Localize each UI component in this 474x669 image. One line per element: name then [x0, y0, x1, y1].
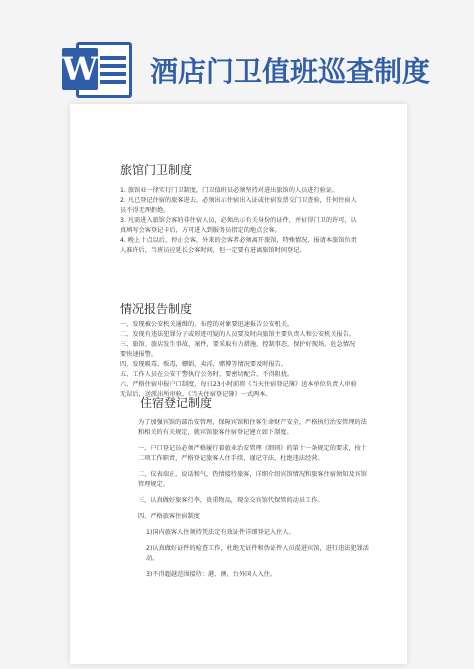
section-title-gate: 旅馆门卫制度: [120, 163, 193, 177]
paragraph: 3)不得超越范围接待：港、澳、台外国人入住。: [146, 571, 277, 578]
document-page: [70, 104, 407, 664]
document-title: 酒店门卫值班巡查制度: [150, 55, 431, 88]
paragraph: 3. 凡需进入旅馆会客的非住宿人员，必须出示有关身份的证件，并征得门卫的许可，认真填写会客登记卡后，方可进入到服务员指定的地点会客。: [120, 217, 357, 234]
section-body-registration: [138, 418, 373, 580]
doc-line: [100, 56, 126, 60]
paragraph: 一、户口登记员必须严格履行着旅业治安管理《细则》的第十一条规定的要求，按十二项工作职责，严格登记旅客人住手续，谨记守法，杜绝违法经营。: [138, 445, 367, 462]
paragraph: 六、严格住宿申报户口制度，每日23小时前将《当天住宿登记簿》送本单位负责人审验无误后，送派出所审验。《当天住宿登记簿》一式两本。: [120, 381, 357, 398]
paragraph: 一、发现被公安机关通缉的、布控的对象要迅速报告公安机关。: [120, 321, 294, 328]
doc-line: [100, 64, 126, 68]
paragraph: 二、发现有违法犯罪分子或形迹可疑的人员要及时向旅馆主要负责人和公安机关报告。: [120, 331, 356, 338]
section-title-registration: 住宿登记制度: [140, 396, 213, 410]
doc-line: [100, 80, 126, 84]
section-body-report: [120, 320, 360, 400]
word-document-icon: [62, 38, 134, 100]
paragraph: 1)国内旅客人住须持凭法定有效证件详细登记入住人。: [146, 529, 295, 536]
paragraph: 四、发现吸毒、贩毒，嫖娼、卖淫，赌博等情况要及时报告。: [120, 361, 288, 368]
section-title-report: 情况报告制度: [120, 302, 193, 316]
paragraph: 2)认真做好证件的检查工作，杜绝无证件和伪证件人员混进宾馆，进行违法犯罪活动。: [146, 545, 369, 562]
paragraph: 为了加强宾馆的部治安管理，保障宾馆和住客生命财产安全，严格执行治安管理的法和相关的有关规定，就宾馆旅客住宿登记建立如下制度。: [138, 419, 367, 436]
paragraph: 1. 旅馆业一律实行门卫制度，门卫值班员必须坚持对进出旅馆的人员进行验证。: [120, 187, 339, 194]
paragraph: 五、工作人员在公安干警执行公务时，要密切配合，不得阻扰。: [120, 371, 294, 378]
doc-line: [100, 72, 126, 76]
paragraph: 三、认真做好旅客行李，贵重物品，现金交宾馆代保管的动员工作。: [138, 497, 324, 504]
paragraph: 二、仪表端正，说话和气，热情接待旅客，详细介绍宾馆情况和旅客住宿须知及宾馆管理规定。: [138, 471, 367, 488]
section-body-gate: [120, 186, 360, 256]
page-header: [0, 0, 474, 110]
paragraph: 三、旅馆、旅店发生事故、案件，要采取有力措施，控制事态，保护好现场，危急情况要快速报警。: [120, 341, 356, 358]
word-letter-badge: W: [62, 50, 98, 88]
paragraph: 四、严格旅客住宿制度: [138, 513, 200, 520]
paragraph: 2. 凡已登记住宿的旅客进去，必须出示住宿出入证或住宿发票交门卫查验，任何住宿人员不得无理拒绝。: [120, 197, 357, 214]
paragraph: 4. 晚上十点以后，停止会客，外来的会客者必须离开旅馆，特殊情况，报请本旅馆负责人准许后，当班员应延长会客时间，但一定要有进离旅馆时间登记。: [120, 237, 357, 254]
